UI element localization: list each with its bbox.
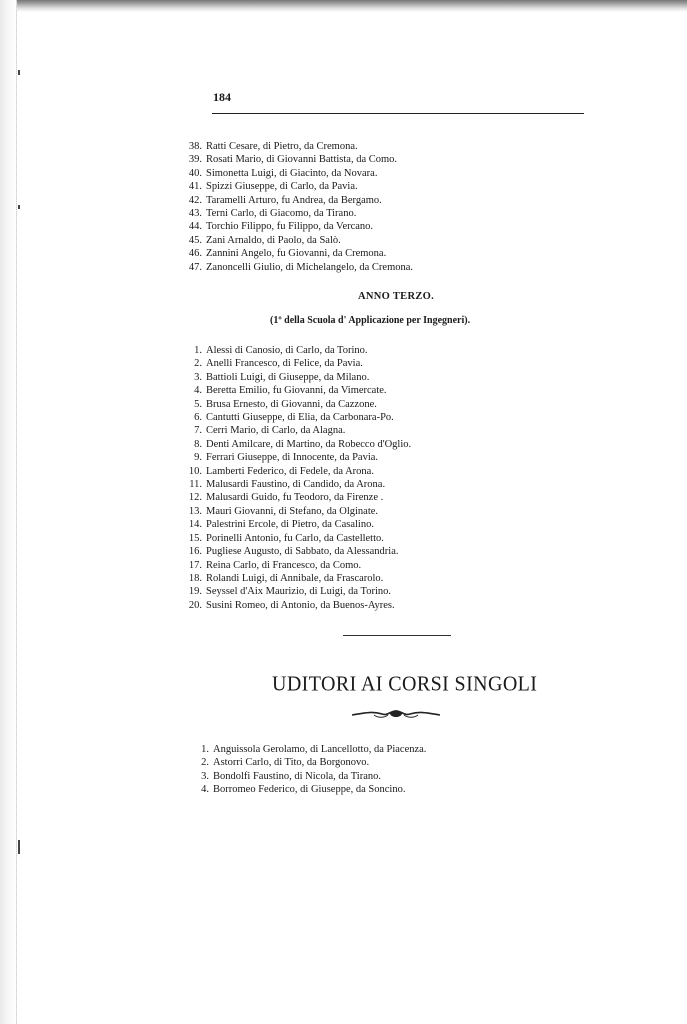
list-item	[185, 585, 411, 598]
list-item	[185, 518, 411, 531]
section-title: ANNO TERZO.	[358, 291, 435, 302]
list-item	[185, 545, 411, 558]
item-text: Torchio Filippo, fu Filippo, da Vercano.	[206, 221, 374, 233]
list-item	[185, 194, 413, 207]
list-item	[185, 398, 411, 411]
item-text: Beretta Emilio, fu Giovanni, da Vimercate.	[206, 385, 387, 397]
item-text: Zani Arnaldo, di Paolo, da Salò.	[206, 234, 341, 246]
list-item	[185, 371, 411, 384]
item-number: 1.	[201, 744, 209, 755]
item-text: Pugliese Augusto, di Sabbato, da Alessandria.	[206, 546, 399, 558]
section-divider	[343, 635, 451, 636]
item-number: 10.	[188, 465, 202, 477]
item-number: 47.	[188, 261, 202, 273]
item-number: 15.	[188, 532, 202, 544]
item-text: Spizzi Giuseppe, di Carlo, da Pavia.	[206, 181, 358, 193]
item-text: Rosati Mario, di Giovanni Battista, da Como.	[206, 154, 398, 166]
item-number: 44.	[188, 221, 202, 233]
item-number: 4.	[201, 784, 209, 796]
section-subtitle: (1º della Scuola d' Applicazione per Ingegneri).	[270, 315, 471, 326]
list-item	[185, 438, 411, 451]
item-number: 16.	[188, 546, 202, 558]
list-item	[185, 411, 411, 424]
item-text: Borromeo Federico, di Giuseppe, da Soncino.	[213, 784, 406, 796]
list-item	[185, 505, 411, 518]
item-number: 5.	[194, 398, 202, 410]
item-text: Ratti Cesare, di Pietro, da Cremona.	[206, 141, 358, 152]
list-item	[192, 743, 426, 756]
header-rule	[212, 113, 584, 114]
item-number: 18.	[188, 572, 202, 584]
student-list-anno-terzo	[185, 344, 411, 612]
item-number: 9.	[194, 452, 202, 464]
item-text: Anelli Francesco, di Felice, da Pavia.	[206, 358, 363, 370]
list-item	[185, 344, 411, 357]
item-number: 8.	[194, 438, 202, 450]
item-text: Malusardi Guido, fu Teodoro, da Firenze .	[206, 492, 384, 504]
item-number: 2.	[194, 358, 202, 370]
list-item	[185, 140, 413, 153]
item-number: 1.	[194, 345, 202, 356]
item-number: 3.	[194, 371, 202, 383]
list-item	[185, 207, 413, 220]
printer-ornament-icon	[350, 706, 442, 722]
list-item	[185, 451, 411, 464]
item-text: Alessi di Canosio, di Carlo, da Torino.	[206, 345, 368, 356]
item-text: Cantutti Giuseppe, di Elia, da Carbonara-Po.	[206, 412, 394, 424]
list-item	[185, 220, 413, 233]
item-text: Zanoncelli Giulio, di Michelangelo, da Cremona.	[206, 261, 414, 273]
list-item	[192, 770, 426, 783]
item-text: Ferrari Giuseppe, di Innocente, da Pavia.	[206, 452, 379, 464]
list-item	[185, 559, 411, 572]
item-number: 2.	[201, 757, 209, 769]
binding-mark	[18, 205, 20, 209]
list-item	[185, 478, 411, 491]
list-item	[185, 153, 413, 166]
list-item	[185, 261, 413, 274]
list-item	[185, 384, 411, 397]
list-item	[185, 491, 411, 504]
item-text: Palestrini Ercole, di Pietro, da Casalino.	[206, 519, 374, 531]
item-number: 40.	[188, 167, 202, 179]
item-number: 46.	[188, 248, 202, 260]
item-text: Susini Romeo, di Antonio, da Buenos-Ayres.	[206, 599, 395, 611]
binding-mark	[18, 70, 20, 75]
item-number: 11.	[189, 479, 202, 491]
uditori-list	[192, 743, 426, 797]
student-list-continued	[185, 140, 413, 274]
item-text: Simonetta Luigi, di Giacinto, da Novara.	[206, 167, 378, 179]
item-text: Rolandi Luigi, di Annibale, da Frascarolo.	[206, 572, 384, 584]
list-item	[192, 783, 426, 796]
item-number: 41.	[188, 181, 202, 193]
list-item	[185, 180, 413, 193]
scan-top-edge	[0, 0, 687, 12]
item-text: Zannini Angelo, fu Giovanni, da Cremona.	[206, 248, 387, 260]
item-number: 39.	[188, 154, 202, 166]
list-item	[185, 234, 413, 247]
item-number: 12.	[188, 492, 202, 504]
item-text: Taramelli Arturo, fu Andrea, da Bergamo.	[206, 194, 382, 206]
item-text: Seyssel d'Aix Maurizio, di Luigi, da Torino.	[206, 586, 391, 598]
list-item	[185, 599, 411, 612]
item-number: 17.	[188, 559, 202, 571]
list-item	[185, 572, 411, 585]
item-number: 20.	[188, 599, 202, 611]
page-number: 184	[213, 90, 231, 104]
item-text: Malusardi Faustino, di Candido, da Arona.	[206, 479, 386, 491]
item-number: 45.	[188, 234, 202, 246]
list-item	[185, 357, 411, 370]
item-number: 19.	[188, 586, 202, 598]
list-item	[192, 756, 426, 769]
item-text: Bondolfi Faustino, di Nicola, da Tirano.	[213, 770, 381, 782]
item-text: Lamberti Federico, di Fedele, da Arona.	[206, 465, 374, 477]
item-text: Reina Carlo, di Francesco, da Como.	[206, 559, 362, 571]
item-number: 7.	[194, 425, 202, 437]
list-item	[185, 247, 413, 260]
item-text: Porinelli Antonio, fu Carlo, da Castelletto.	[206, 532, 384, 544]
scan-left-margin	[0, 0, 17, 1024]
item-number: 42.	[188, 194, 202, 206]
item-number: 14.	[188, 519, 202, 531]
item-number: 38.	[188, 141, 202, 152]
item-text: Brusa Ernesto, di Giovanni, da Cazzone.	[206, 398, 377, 410]
item-text: Cerri Mario, di Carlo, da Alagna.	[206, 425, 346, 437]
binding-mark	[18, 840, 20, 854]
item-text: Astorri Carlo, di Tito, da Borgonovo.	[213, 757, 370, 769]
item-number: 43.	[188, 208, 202, 220]
item-number: 4.	[194, 385, 202, 397]
uditori-heading: UDITORI AI CORSI SINGOLI	[272, 672, 538, 696]
item-number: 6.	[194, 412, 202, 424]
list-item	[185, 424, 411, 437]
item-text: Battioli Luigi, di Giuseppe, da Milano.	[206, 371, 370, 383]
item-text: Anguissola Gerolamo, di Lancellotto, da Piacenza.	[213, 744, 427, 755]
item-text: Terni Carlo, di Giacomo, da Tirano.	[206, 208, 357, 220]
item-number: 3.	[201, 770, 209, 782]
list-item	[185, 167, 413, 180]
list-item	[185, 465, 411, 478]
item-text: Mauri Giovanni, di Stefano, da Olginate.	[206, 505, 379, 517]
item-number: 13.	[188, 505, 202, 517]
item-text: Denti Amilcare, di Martino, da Robecco d'Oglio.	[206, 438, 412, 450]
list-item	[185, 532, 411, 545]
